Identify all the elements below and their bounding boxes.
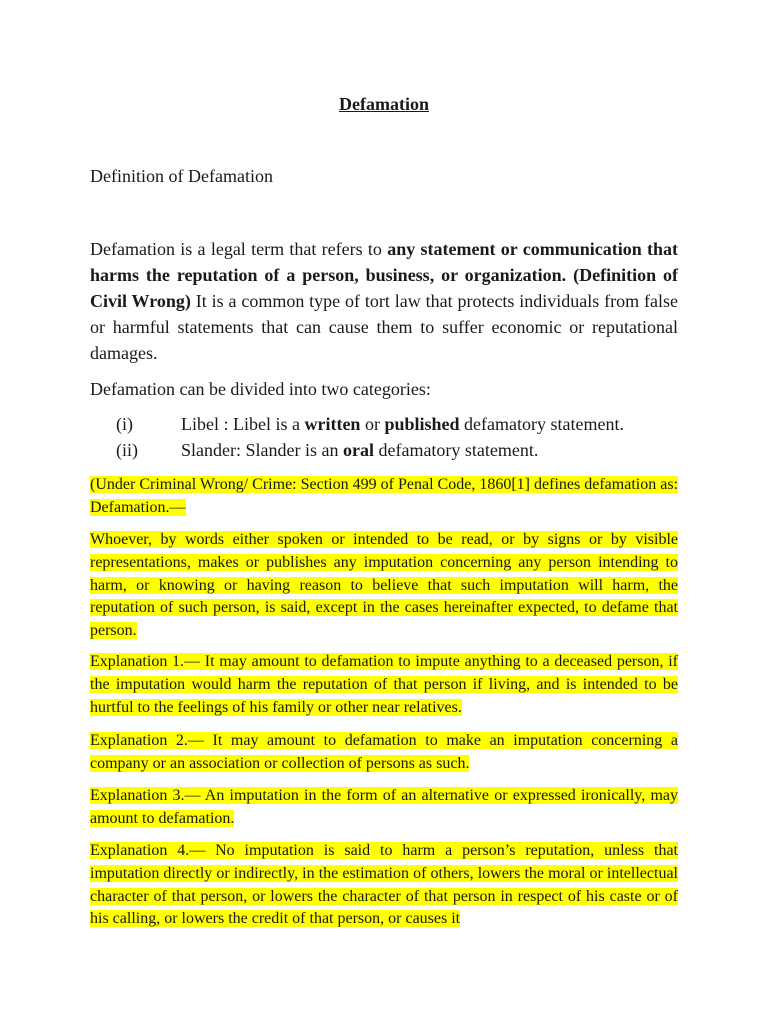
list-item-slander: [116, 437, 686, 463]
section-subheading: Definition of Defamation: [90, 166, 273, 186]
highlighted-paragraph-explanation-2: [90, 730, 678, 776]
highlighted-paragraph-explanation-4: [90, 840, 678, 931]
list-item-text: [181, 411, 624, 437]
libel-bold-published: published: [384, 414, 460, 434]
slander-bold-oral: oral: [342, 440, 374, 460]
highlighted-paragraph-explanation-1: [90, 651, 678, 719]
highlighted-text: Explanation 4.— No imputation is said to harm a person’s reputation, unless that imputation directly or indirectly, in the estimation of others, lowers the moral or intellectual character of that person, or lowers the character of that person in respect of his caste or of his calling, or lowers the credit of that person, or causes it: [90, 842, 678, 928]
highlighted-text: Explanation 1.— It may amount to defamation to impute anything to a deceased person, if the imputation would harm the reputation of that person if living, and is intended to be hurtful to the feelings of his family or other near relatives.: [90, 653, 678, 716]
highlighted-paragraph-whoever: [90, 529, 678, 643]
highlighted-text: Whoever, by words either spoken or intended to be read, or by signs or by visible representations, makes or publishes any imputation concerning any person intending to harm, or knowing or having reason to believe that such imputation will harm, the reputation of such person, is said, except in the cases hereinafter expected, to defame that person.: [90, 531, 678, 640]
list-number: (ii): [116, 440, 138, 460]
slander-text-2: defamatory statement.: [373, 440, 539, 460]
definition-bold-text: any statement or communication that harms the reputation of a person, business, or organization. (Definition of Civil Wrong): [90, 239, 678, 311]
highlighted-text: Explanation 3.— An imputation in the form of an alternative or expressed ironically, may amount to defamation.: [90, 787, 678, 827]
list-item-text: [181, 437, 538, 463]
libel-text-3: defamatory statement.: [459, 414, 624, 434]
list-number: (i): [116, 414, 133, 434]
libel-text-1: Libel : Libel is a: [181, 414, 305, 434]
highlighted-text: Explanation 2.— It may amount to defamation to make an imputation concerning a company or an association or collection of persons as such.: [90, 732, 678, 772]
highlighted-paragraph-criminal: [90, 474, 678, 520]
libel-text-2: or: [360, 414, 385, 434]
list-item-libel: [116, 411, 686, 437]
definition-text-1: Defamation is a legal term that refers to: [90, 239, 388, 259]
definition-paragraph: [90, 236, 678, 366]
categories-list: [116, 411, 686, 463]
document-title: Defamation: [339, 94, 429, 114]
libel-bold-written: written: [304, 414, 361, 434]
definition-text-2: It is a common type of tort law that protects individuals from false or harmful statements that can cause them to suffer economic or reputational damages.: [90, 291, 678, 363]
highlighted-text: (Under Criminal Wrong/ Crime: Section 499 of Penal Code, 1860[1] defines defamation as: Defamation.—: [90, 476, 678, 516]
categories-intro: Defamation can be divided into two categories:: [90, 379, 431, 399]
highlighted-paragraph-explanation-3: [90, 785, 678, 831]
slander-text-1: Slander: Slander is an: [181, 440, 343, 460]
